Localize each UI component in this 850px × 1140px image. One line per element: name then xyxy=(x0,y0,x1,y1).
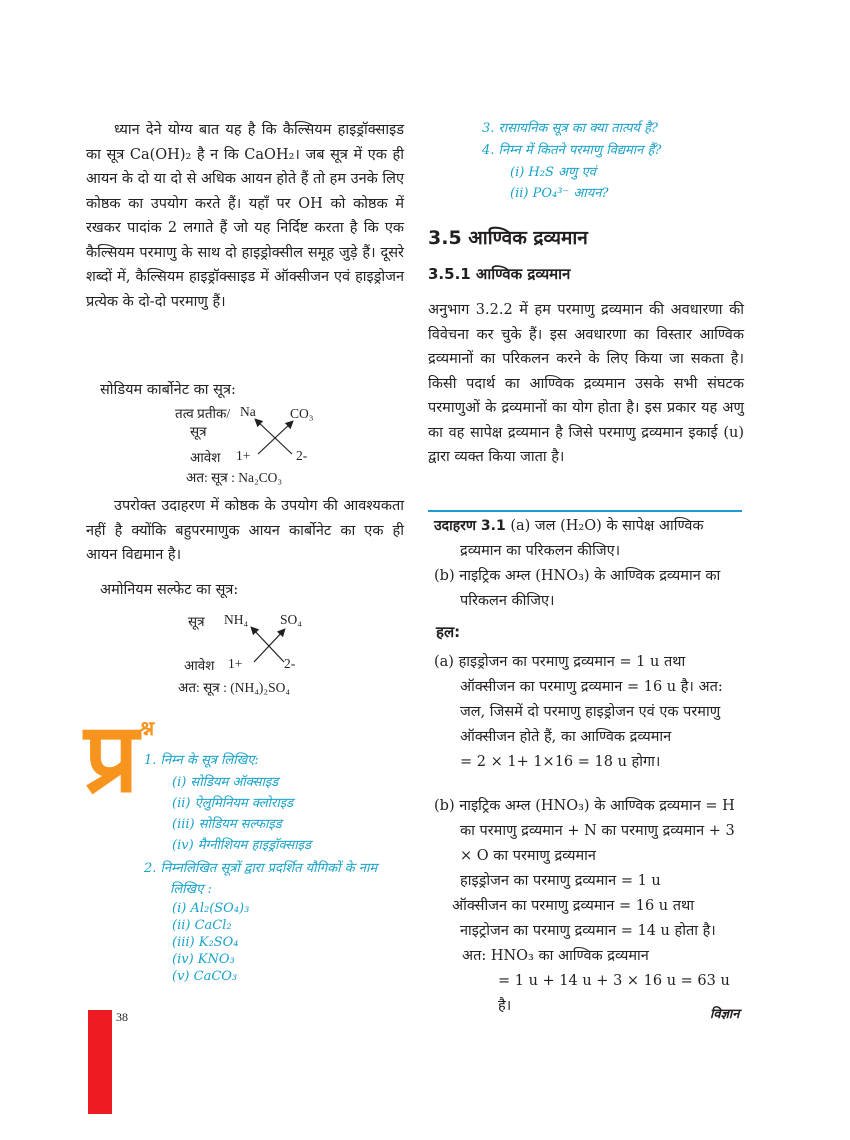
solution-b-hydrogen: हाइड्रोजन का परमाणु द्रव्यमान = 1 u xyxy=(460,873,661,889)
list-item: (iv) मैग्नीशियम हाइड्रॉक्साइड xyxy=(172,838,311,853)
solution-b-nitrogen: नाइट्रोजन का परमाणु द्रव्यमान = 14 u होता है। xyxy=(460,923,716,939)
solution-label: हल: xyxy=(436,623,461,641)
example-label: उदाहरण 3.1 xyxy=(434,518,506,534)
co3-symbol: CO₃ xyxy=(290,406,314,421)
example-divider xyxy=(428,510,742,512)
solution-a-text: (a) हाइड्रोजन का परमाणु द्रव्यमान = 1 u तथा ऑक्सीजन का परमाणु द्रव्यमान = 16 u है। अत: जल, जिसमें दो परमाणु हाइड्रोजन एवं एक परमाणु ऑक्सीजन होते हैं, का आण्विक द्रव्यमान xyxy=(434,654,723,745)
questions-heading: श्न xyxy=(140,716,155,740)
charge-label: आवेश xyxy=(184,658,215,673)
solution-b-conclusion: अत: HNO₃ का आण्विक द्रव्यमान xyxy=(462,948,649,964)
list-item: (i) H₂S अणु एवं xyxy=(510,165,596,180)
questions-big-letter: प्र xyxy=(84,702,139,814)
solution-a xyxy=(434,650,744,775)
question-2: 2. निम्नलिखित सूत्रों द्वारा प्रदर्शित यौगिकों के नाम लिखिए : xyxy=(144,861,378,897)
section-title: 3.5 आण्विक द्रव्यमान xyxy=(428,227,588,249)
result-formula: अत: सूत्र : Na₂CO₃ xyxy=(186,470,283,485)
symbol-label: सूत्र xyxy=(188,614,205,629)
solution-b-text: (b) नाइट्रिक अम्ल (HNO₃) के आण्विक द्रव्यमान = H का परमाणु द्रव्यमान + N का परमाणु द्रव्यमान + 3 × O का परमाणु द्रव्यमान xyxy=(434,798,735,864)
intro-paragraph: ध्यान देने योग्य बात यह है कि कैल्सियम हाइड्रॉक्साइड का सूत्र Ca(OH)₂ है न कि CaOH₂। जब सूत्र में एक ही आयन के दो या दो से अधिक आयन होते हैं तो हम उनके लिए कोष्ठक का उपयोग करते हैं। यहाँ पर OH को कोष्ठक में रखकर पादांक 2 लगाते हैं जो यह निर्दिष्ट करता है कि एक कैल्सियम परमाणु के साथ दो हाइड्रोक्सील समूह जुड़े हैं। दूसरे शब्दों में, कैल्सियम हाइड्रॉक्साइड में ऑक्सीजन एवं हाइड्रोजन प्रत्येक के दो-दो परमाणु हैं। xyxy=(86,122,404,310)
molecular-mass-paragraph: अनुभाग 3.2.2 में हम परमाणु द्रव्यमान की अवधारणा की विवेचना कर चुके हैं। इस अवधारणा का विस्तार आण्विक द्रव्यमानों का परिकलन करने के लिए किया जा सकता है। किसी पदार्थ का आण्विक द्रव्यमान उसके सभी संघटक परमाणुओं के द्रव्यमानों का योग होता है। इस प्रकार यह अणु का वह सापेक्ष द्रव्यमान है जिसे परमाणु द्रव्यमान इकाई (u) द्वारा व्यक्त किया जाता है। xyxy=(428,302,744,465)
example-block xyxy=(434,514,744,614)
list-item: (iii) K₂SO₄ xyxy=(172,935,239,950)
footer-red-bar xyxy=(88,1010,112,1114)
list-item: (ii) PO₄³⁻ आयन? xyxy=(510,186,609,201)
crossover-arrows xyxy=(250,416,300,456)
solution-b-oxygen: ऑक्सीजन का परमाणु द्रव्यमान = 16 u तथा xyxy=(452,898,695,914)
charge-right: 2- xyxy=(284,656,296,671)
question-3: 3. रासायनिक सूत्र का क्या तात्पर्य है? xyxy=(482,121,659,136)
list-item: (i) Al₂(SO₄)₃ xyxy=(172,901,250,916)
sodium-carbonate-figure xyxy=(150,402,370,492)
question-4-list xyxy=(510,162,740,204)
result-formula: अत: सूत्र : (NH₄)₂SO₄ xyxy=(178,680,291,695)
question-2-list xyxy=(172,900,402,985)
question-1: 1. निम्न के सूत्र लिखिए: xyxy=(144,753,259,768)
list-item: (ii) CaCl₂ xyxy=(172,918,232,933)
so4-symbol: SO₄ xyxy=(280,612,302,627)
example-a: (a) जल (H₂O) के सापेक्ष आण्विक द्रव्यमान का परिकलन कीजिए। xyxy=(460,518,704,559)
symbol-label: तत्व प्रतीक/ xyxy=(175,406,231,421)
charge-left: 1+ xyxy=(228,656,243,671)
book-title: विज्ञान xyxy=(710,1007,740,1022)
solution-a-calc: = 2 × 1+ 1×16 = 18 u होगा। xyxy=(460,754,661,770)
solution-b-calc: = 1 u + 14 u + 3 × 16 u = 63 u है। xyxy=(498,973,730,1014)
list-item: (ii) ऐलुमिनियम क्लोराइड xyxy=(172,796,294,811)
solution-b xyxy=(434,794,744,1019)
list-item: (v) CaCO₃ xyxy=(172,969,238,984)
page-number: 38 xyxy=(116,1010,128,1024)
sodium-carbonate-label: सोडियम कार्बोनेट का सूत्र: xyxy=(100,382,236,398)
list-item: (i) सोडियम ऑक्साइड xyxy=(172,775,279,790)
question-1-list xyxy=(172,772,402,856)
ammonium-sulphate-label: अमोनियम सल्फेट का सूत्र: xyxy=(100,582,239,598)
charge-label: आवेश xyxy=(190,450,221,465)
charge-right: 2- xyxy=(296,448,308,463)
symbol-label-2: सूत्र xyxy=(190,424,207,439)
question-4: 4. निम्न में कितने परमाणु विद्यमान हैं? xyxy=(482,143,662,158)
example-b: (b) नाइट्रिक अम्ल (HNO₃) के आण्विक द्रव्यमान का परिकलन कीजिए। xyxy=(434,568,721,609)
subsection-title: 3.5.1 आण्विक द्रव्यमान xyxy=(428,265,571,283)
second-paragraph: उपरोक्त उदाहरण में कोष्ठक के उपयोग की आवश्यकता नहीं है क्योंकि बहुपरमाणुक आयन कार्बोनेट का एक ही आयन विद्यमान है। xyxy=(86,498,404,563)
na-symbol: Na xyxy=(240,404,256,419)
charge-left: 1+ xyxy=(236,448,251,463)
list-item: (iii) सोडियम सल्फाइड xyxy=(172,817,282,832)
nh4-symbol: NH₄ xyxy=(224,612,249,627)
list-item: (iv) KNO₃ xyxy=(172,952,235,967)
ammonium-sulphate-figure xyxy=(150,608,370,698)
